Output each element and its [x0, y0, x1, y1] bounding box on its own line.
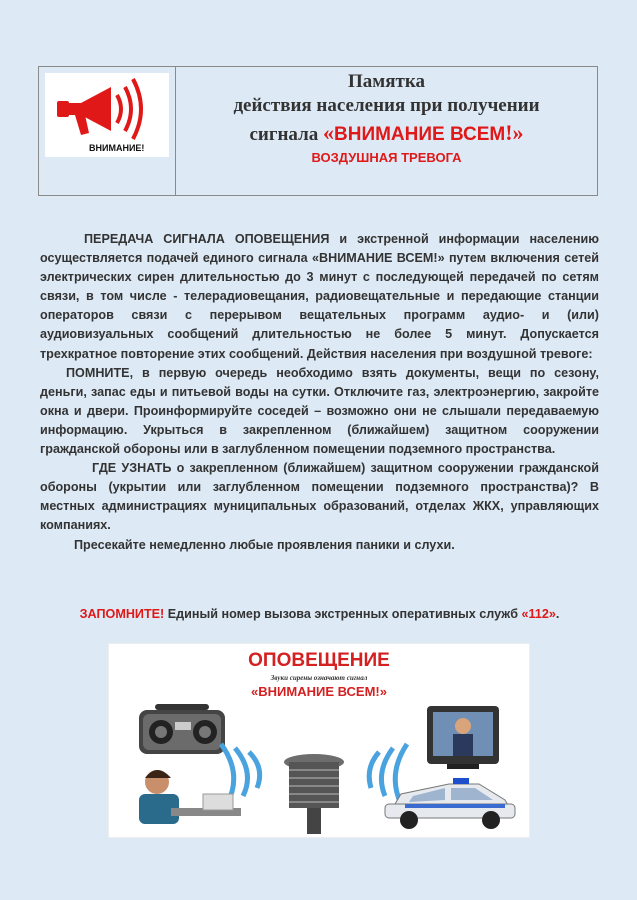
- radio-icon: [139, 704, 225, 754]
- body-text: [40, 230, 599, 555]
- paragraph-panic: Пресекайте немедленно любые проявления паники и слухи.: [74, 537, 455, 552]
- logo-label: ВНИМАНИЕ!: [89, 143, 145, 153]
- memo-title: Памятка: [348, 71, 425, 92]
- memo-title-line3: [176, 118, 597, 150]
- paragraph-signal: ПЕРЕДАЧА СИГНАЛА ОПОВЕЩЕНИЯ и экстренной информации населению осуществляется подачей единого сигнала «ВНИМАНИЕ ВСЕМ!» путем включения сетей электрических сирен длительностью до 3 минут с последующей передачей по сетям связи, в том числе - телерадиовещания, радиовещательные и передающие станции операторов связи с перерывом вещательных программ аудио- и (или) аудиовизуальных сообщений длительностью не более 5 минут. Допускается трехкратное повторение этих сообщений. Действия населения при воздушной тревоге:: [40, 232, 599, 361]
- poster-signal: «ВНИМАНИЕ ВСЕМ!»: [251, 684, 387, 699]
- emergency-number-line: [40, 607, 599, 621]
- signal-prefix: сигнала: [249, 124, 319, 145]
- header-table: [38, 66, 598, 196]
- poster-title: ОПОВЕЩЕНИЕ: [248, 650, 390, 671]
- remember-label: ЗАПОМНИТЕ!: [79, 607, 165, 621]
- signal-close: !»: [505, 120, 524, 145]
- remember-text: Единый номер вызова экстренных оперативных служб: [164, 607, 522, 621]
- paragraph-where: ГДЕ УЗНАТЬ о закрепленном (ближайшем) защитном сооружении гражданской обороны (укрытии или заглубленном помещении подземного пространства)? В местных администрациях муниципальных образований, отделах ЖКХ, управляющих компаниях.: [40, 461, 599, 533]
- title-cell: [176, 67, 597, 195]
- signal-open-quote: «: [323, 120, 334, 145]
- poster-illustration: [109, 644, 529, 837]
- remember-end: .: [555, 607, 560, 621]
- memo-subtitle: ВОЗДУШНАЯ ТРЕВОГА: [311, 150, 462, 165]
- signal-name: ВНИМАНИЕ ВСЕМ: [334, 124, 506, 145]
- poster-subtitle: Звуки сирены означают сигнал: [270, 674, 368, 682]
- paragraph-remember: ПОМНИТЕ, в первую очередь необходимо взять документы, вещи по сезону, деньги, запас еды и питьевой воды на сутки. Отключите газ, электроэнергию, закройте окна и двери. Проинформируйте соседей – возможно они не слышали передаваемую информацию. Укрыться в закрепленном (ближайшем) защитном сооружении гражданской обороны или в заглубленном помещении подземного пространства.: [40, 365, 599, 457]
- attention-logo: [45, 73, 169, 157]
- memo-title-line2: действия населения при получении: [233, 95, 540, 116]
- notification-poster: [108, 643, 530, 838]
- logo-cell: [39, 67, 176, 195]
- megaphone-icon: [45, 73, 169, 157]
- emergency-number: «112»: [521, 607, 556, 621]
- tv-icon: [427, 706, 499, 769]
